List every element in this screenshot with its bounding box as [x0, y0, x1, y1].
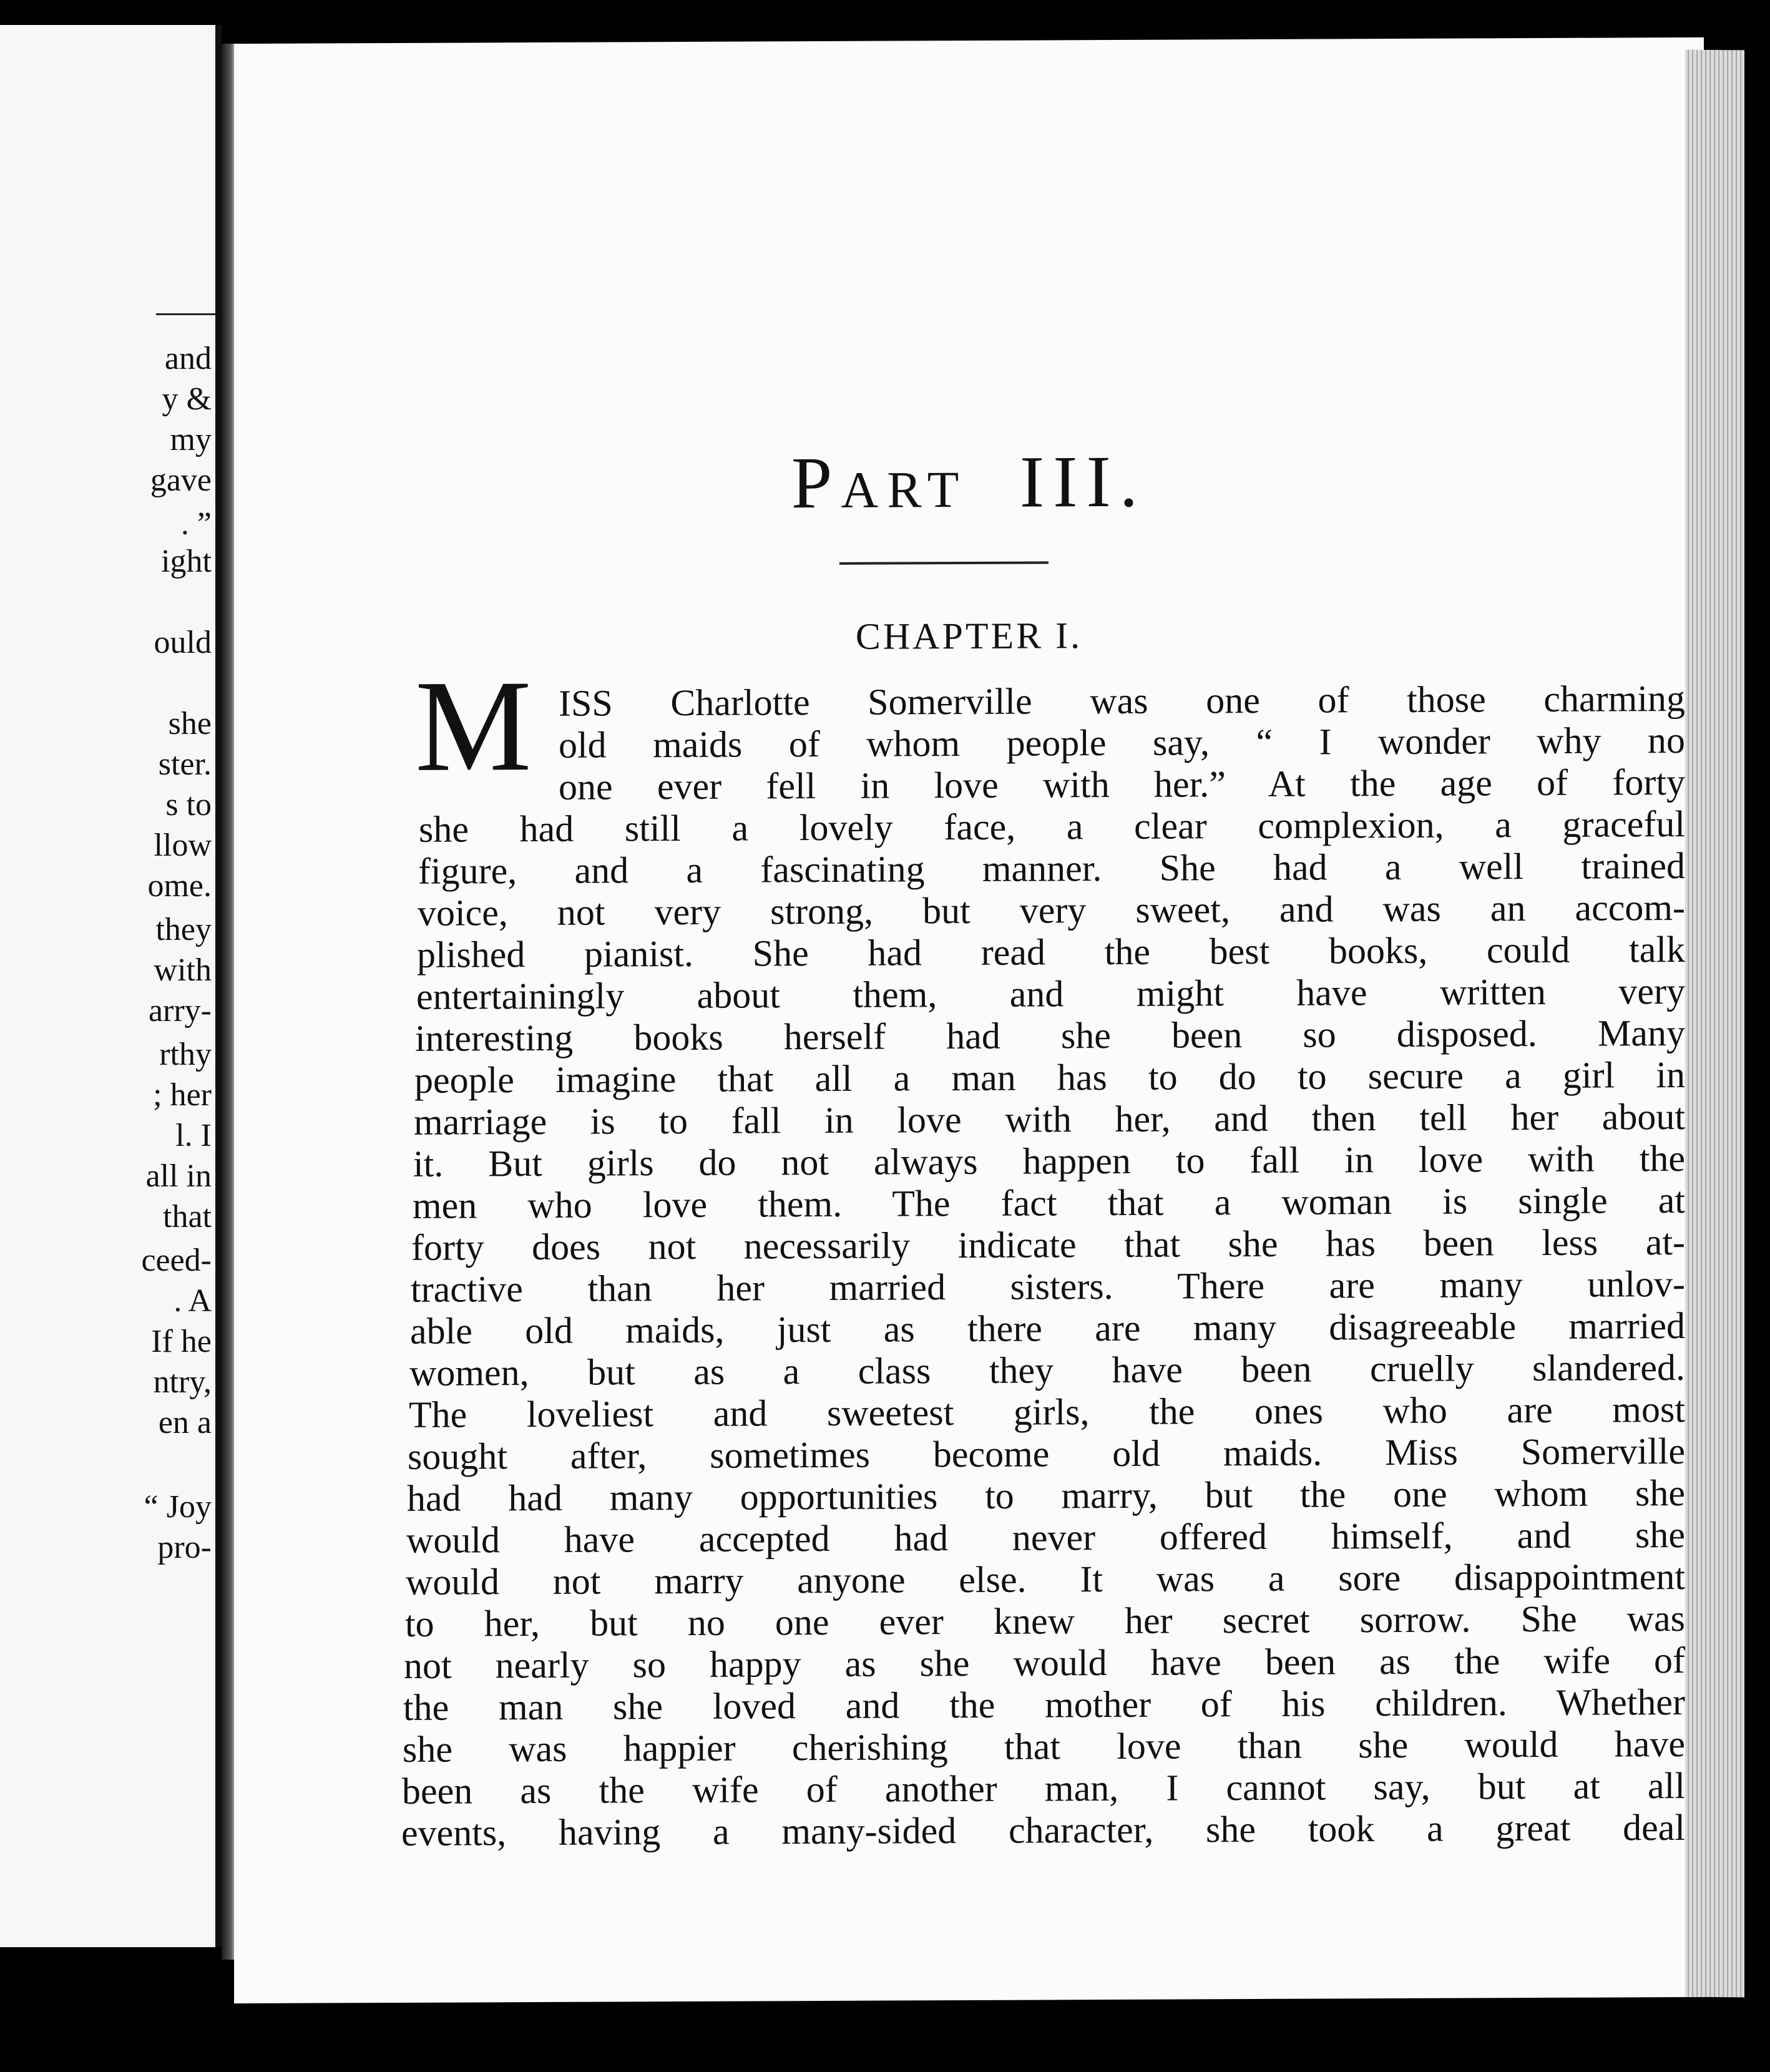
left-page-line: . ” [180, 506, 212, 542]
body-line: ISS Charlotte Somerville was one of those charming [559, 677, 1685, 724]
left-page-line: all in [145, 1158, 212, 1194]
left-page-line: ome. [147, 868, 212, 904]
body-line: to her, but no one ever knew her secret sorrow. She was [405, 1597, 1685, 1644]
left-page-line: If he [151, 1324, 212, 1359]
left-page-rule [156, 313, 215, 315]
part-numeral: III. [1019, 440, 1147, 523]
left-page-line: “ Joy [144, 1489, 212, 1525]
left-page-line: ; her [153, 1077, 212, 1113]
body-line: would have accepted had never offered himself, and she [406, 1513, 1685, 1561]
page-edges [1685, 50, 1744, 1998]
body-line: The loveliest and sweetest girls, the ones who are most [409, 1388, 1685, 1435]
left-page-line: llow [154, 828, 212, 863]
left-page-line: gave [150, 462, 212, 498]
body-line: figure, and a fascinating manner. She had a well trained [418, 844, 1685, 892]
body-line: tractive than her married sisters. There are many unlov- [411, 1263, 1685, 1310]
body-line: marriage is to fall in love with her, and then tell her about [414, 1095, 1685, 1143]
body-line: people imagine that all a man has to do to secure a girl in [414, 1053, 1685, 1101]
drop-cap: M [415, 653, 532, 799]
body-line: interesting books herself had she been so disposed. Many [415, 1012, 1685, 1059]
left-page-line: ceed- [141, 1243, 212, 1278]
body-line: old maids of whom people say, “ I wonder why no [559, 719, 1685, 766]
left-page-line: . A [174, 1283, 212, 1319]
body-line: women, but as a class they have been cruelly slandered. [409, 1346, 1685, 1394]
left-page-line: en a [158, 1405, 212, 1440]
title-rule [839, 561, 1049, 564]
body-line: able old maids, just as there are many disagreeable married [410, 1304, 1685, 1352]
body-line: forty does not necessarily indicate that she has been less at- [411, 1221, 1685, 1268]
left-page-line: ntry, [153, 1364, 212, 1400]
left-page-line: that [163, 1199, 212, 1234]
left-page-line: ster. [158, 746, 212, 782]
left-page-line: arry- [148, 993, 212, 1029]
body-line: voice, not very strong, but very sweet, and was an accom- [418, 886, 1685, 934]
left-page-line: l. I [175, 1118, 212, 1153]
body-line: entertainingly about them, and might have written very [416, 970, 1685, 1017]
left-page [0, 25, 222, 1947]
left-page-line: and [164, 341, 212, 376]
body-line: not nearly so happy as she would have been as the wife of [404, 1639, 1685, 1686]
body-line: one ever fell in love with her.” At the age of forty [559, 761, 1685, 808]
body-line: been as the wife of another man, I cannot say, but at all [402, 1764, 1685, 1812]
left-page-line: y & [162, 381, 212, 417]
body-line: the man she loved and the mother of his children. Whether [403, 1681, 1685, 1728]
left-page-line: s to [165, 787, 212, 823]
body-line: it. But girls do not always happen to fall in love with the [413, 1137, 1685, 1185]
body-line: sought after, sometimes become old maids. Miss Somerville [408, 1430, 1685, 1477]
left-page-line: rthy [159, 1037, 212, 1072]
chapter-heading: CHAPTER I. [855, 615, 1083, 657]
body-line: would not marry anyone else. It was a sore disappointment [406, 1555, 1685, 1603]
body-line: she was happier cherishing that love than she would have [403, 1723, 1685, 1770]
body-line: had had many opportunities to marry, but the one whom she [407, 1472, 1685, 1519]
left-page-line: pro- [157, 1530, 212, 1565]
body-line: men who love them. The fact that a woman is single at [413, 1179, 1685, 1226]
left-page-line: with [154, 952, 212, 988]
body-line: events, having a many-sided character, she took a great deal [401, 1806, 1685, 1854]
left-page-line: my [170, 422, 212, 457]
right-page [234, 37, 1704, 2003]
body-line: plished pianist. She had read the best books, could talk [417, 928, 1685, 975]
left-page-line: they [155, 912, 212, 947]
part-title [234, 437, 1704, 528]
left-page-line: ould [154, 625, 212, 660]
part-word: Part [791, 441, 968, 524]
body-line: she had still a lovely face, a clear complexion, a graceful [419, 803, 1685, 850]
left-page-line: ight [161, 544, 212, 579]
left-page-line: she [168, 706, 212, 741]
